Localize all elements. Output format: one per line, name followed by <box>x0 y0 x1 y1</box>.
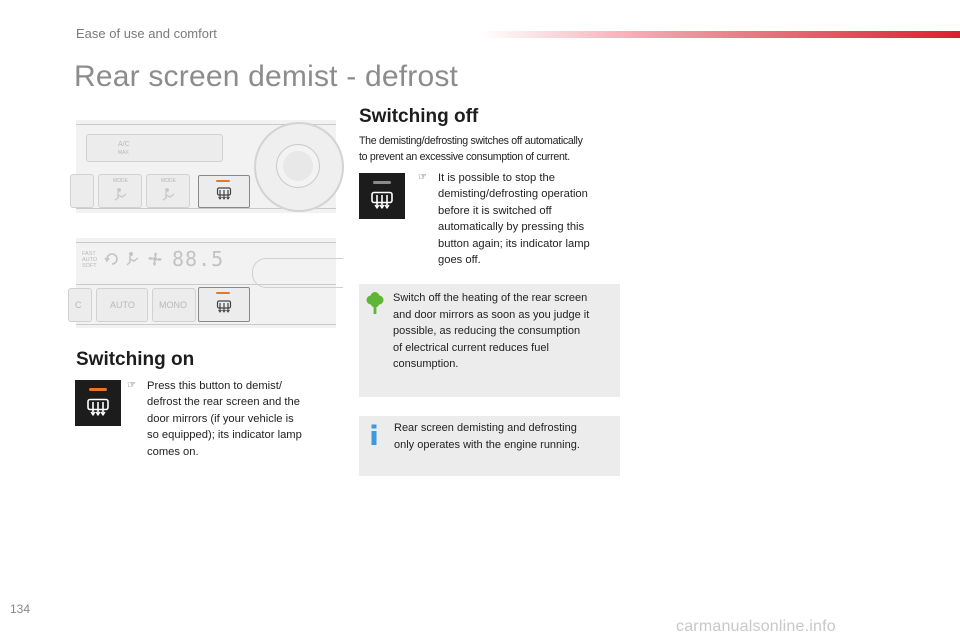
instruction-line: before it is switched off <box>438 204 552 217</box>
mono-button-label: MONO <box>159 300 187 310</box>
instruction-line: goes off. <box>438 254 481 267</box>
indicator-led <box>216 292 230 294</box>
eco-line: of electrical current reduces fuel <box>393 341 549 354</box>
climate-panel-bottom-illustration <box>76 238 336 328</box>
rear-demist-button-highlight-bottom <box>198 287 250 322</box>
page-title: Rear screen demist - defrost <box>74 60 459 93</box>
soft-label: SOFT <box>82 263 97 269</box>
rear-demist-button-highlight-top <box>198 175 250 208</box>
temperature-display: 88.5 <box>172 247 225 271</box>
c-button-label: C <box>75 300 82 310</box>
indicator-lamp-on <box>89 388 107 391</box>
ac-label: A/C <box>118 141 130 148</box>
panel-trim <box>252 258 343 288</box>
fan-icon <box>146 250 164 268</box>
page-number: 134 <box>10 602 31 616</box>
intro-line: The demisting/defrosting switches off automatically <box>359 135 583 147</box>
mode-button-1 <box>70 174 94 208</box>
fast-label: FAST <box>82 251 96 257</box>
instruction-line: button again; its indicator lamp <box>438 237 590 250</box>
recirculation-icon <box>104 251 120 267</box>
info-line: only operates with the engine running. <box>394 438 580 451</box>
section-title: Ease of use and comfort <box>76 26 217 41</box>
switching-off-intro <box>359 134 629 165</box>
intro-line: to prevent an excessive consumption of current. <box>359 150 570 163</box>
info-icon <box>369 424 379 446</box>
info-note-text <box>394 420 618 453</box>
info-line: Rear screen demisting and defrosting <box>394 422 577 434</box>
info-note-box <box>359 416 620 476</box>
eco-line: consumption. <box>393 358 459 370</box>
switching-off-heading: Switching off <box>359 106 479 127</box>
ac-sub-label: MAX <box>118 150 129 156</box>
climate-panel-top-illustration <box>76 120 336 213</box>
mode-button-3 <box>146 174 190 208</box>
airflow-icon-1 <box>113 187 129 201</box>
switching-off-instruction <box>418 170 618 270</box>
instruction-line: automatically by pressing this <box>438 221 585 234</box>
eco-line: possible, as reducing the consumption <box>393 325 581 337</box>
eco-tip-text <box>393 290 617 373</box>
bullet-arrow-icon: ☞ <box>418 172 427 183</box>
mono-button <box>152 288 196 322</box>
eco-tree-icon <box>366 292 384 314</box>
switching-on-heading: Switching on <box>76 349 195 370</box>
eco-line: and door mirrors as soon as you judge it <box>393 308 590 321</box>
instruction-line: demisting/defrosting operation <box>438 188 588 201</box>
watermark: carmanualsonline.info <box>676 618 836 635</box>
rear-demist-icon <box>216 187 232 201</box>
demist-button-off-illustration <box>359 173 405 219</box>
mode-label-1: MODE <box>113 178 128 184</box>
airflow-icon-2 <box>161 187 177 201</box>
mode-button-2 <box>98 174 142 208</box>
eco-line: Switch off the heating of the rear screen <box>393 292 588 304</box>
temperature-knob-center <box>276 144 320 188</box>
mode-label-2: MODE <box>161 178 176 184</box>
rear-demist-icon <box>216 300 232 314</box>
rear-demist-icon <box>86 398 110 418</box>
instruction-line: comes on. <box>147 445 199 458</box>
demist-button-on-illustration <box>75 380 121 426</box>
auto-mode-label: AUTO <box>82 257 98 263</box>
bullet-arrow-icon: ☞ <box>127 380 136 391</box>
instruction-line: It is possible to stop the <box>438 172 555 184</box>
ac-button <box>86 134 223 162</box>
c-button <box>68 288 92 322</box>
instruction-line: so equipped); its indicator lamp <box>147 429 302 442</box>
switching-on-instruction <box>127 378 337 462</box>
rear-demist-icon <box>370 191 394 211</box>
auto-button <box>96 288 148 322</box>
instruction-line: door mirrors (if your vehicle is <box>147 412 294 425</box>
auto-button-label: AUTO <box>110 300 135 310</box>
eco-tip-box <box>359 284 620 397</box>
header-accent-bar <box>480 31 960 38</box>
airflow-display-icon <box>124 251 140 267</box>
instruction-line: defrost the rear screen and the <box>147 396 300 409</box>
indicator-lamp-off <box>373 181 391 184</box>
instruction-line: Press this button to demist/ <box>147 380 282 392</box>
indicator-led <box>216 180 230 182</box>
